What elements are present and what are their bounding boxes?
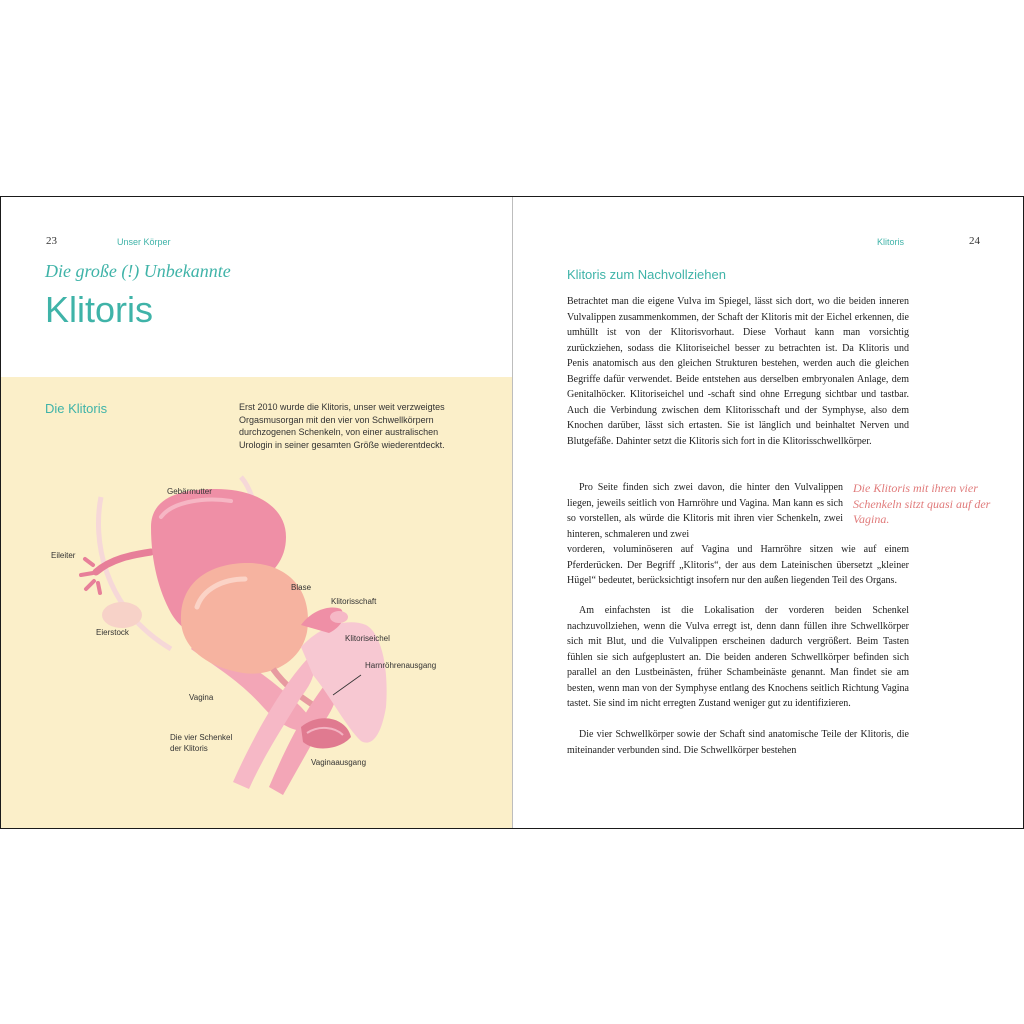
- label-vaginaausgang: Vaginaausgang: [311, 758, 367, 767]
- book-spread: [0, 196, 1024, 829]
- label-schenkel-line2: der Klitoris: [170, 744, 208, 753]
- label-klitorisschaft: Klitorisschaft: [331, 597, 377, 606]
- label-eileiter: Eileiter: [51, 551, 76, 560]
- page-number-left: 23: [46, 235, 57, 247]
- running-head-right: Klitoris: [877, 237, 905, 247]
- chapter-title: Klitoris: [45, 289, 154, 330]
- label-schenkel-line1: Die vier Schenkel: [170, 733, 233, 742]
- body-para-1: [567, 294, 909, 449]
- label-blase: Blase: [291, 583, 312, 592]
- body-para-3: [567, 603, 909, 712]
- illustration-panel: [1, 377, 512, 828]
- paragraph: Betrachtet man die eigene Vulva im Spiegel, lässt sich dort, wo die beiden inneren Vulvalippen zusammenkommen, der Schaft der Klitoris mit der Eichel erkennen, die umhüllt ist von der Klitorisvorhaut. Diese Vorhaut kann man vorsichtig zurückziehen, sodass die Klitoriseichel besser zu betrachten ist. Da Klitoris und Penis anatomisch aus den gleichen Strukturen bestehen, werden auch die gleichen Begriffe dafür verwendet. Beide entstehen aus derselben embryonalen Anlage, dem Genitalhöcker. Klitoriseichel und -schaft sind ohne Erregung sichtbar und tastbar. Auch die Verbindung zwischen dem Klitorisschaft und der Symphyse, also dem Knochen darüber, lässt sich ertasten. Sie ist länglich und beinhaltet Nerven und Blutgefäße. Dahinter setzt die Klitoris sich fort in die Klitorisschwellkörper.: [567, 296, 909, 447]
- paragraph: Am einfachsten ist die Lokalisation der vorderen beiden Schenkel nachzuvollziehen, wenn die Vulva erregt ist, denn dann füllen ihre Schwellkörper sich mit Blut, und die Vulvalippen erscheinen dadurch vergrößert. Beim Tasten fühlen sie sich aufgeplustert an. Die beiden anderen Schwellkörper befinden sich parallel an den Lustbeinästen, früher Schambeinäste genannt. Man findet sie am besten, wenn man von der Symphyse entlang des Knochens seitlich Richtung Vagina tastet. Sie sind im nicht erregten Zustand weniger gut zu identifizieren.: [567, 605, 909, 709]
- paragraph: Die vier Schwellkörper sowie der Schaft sind anatomische Teile der Klitoris, die miteinander verbunden sind. Die Schwellkörper bestehen: [567, 729, 909, 756]
- label-gebaermutter: Gebärmutter: [167, 487, 212, 496]
- running-head-left: Unser Körper: [117, 237, 171, 247]
- body-para-4: [567, 727, 909, 758]
- body-para-2a: [567, 480, 843, 542]
- body-para-2b: [567, 542, 909, 589]
- label-klitoriseichel: Klitoriseichel: [345, 634, 390, 643]
- page-number-right: 24: [969, 235, 980, 247]
- label-harnroehrenausgang: Harnröhrenausgang: [365, 661, 437, 670]
- label-eierstock: Eierstock: [96, 628, 129, 637]
- anatomy-illustration: [1, 377, 512, 828]
- label-vagina: Vagina: [189, 693, 214, 702]
- gutter-line: [512, 197, 513, 828]
- paragraph: Pro Seite finden sich zwei davon, die hinter den Vulvalippen liegen, jeweils seitlich von Harnröhre und Vagina. Man kann es sich so vorstellen, als würde die Klitoris mit ihren vier Schenkeln, zwei hinteren, schmaleren und zwei: [567, 482, 843, 540]
- chapter-kicker: Die große (!) Unbekannte: [45, 261, 231, 281]
- panel-intro-text: Erst 2010 wurde die Klitoris, unser weit verzweigtes Orgasmusorgan mit den vier von Schwellkörpern durchzogenen Schenkeln, von einer australischen Urologin in seiner gesamten Größe wiederentdeckt.: [239, 402, 445, 450]
- paragraph: vorderen, voluminöseren auf Vagina und Harnröhre sitzen wie auf einem Pferderücken. Der Begriff „Klitoris“, der aus dem Lateinischen übersetzt „kleiner Hügel“ bedeutet, berücksichtigt insofern nur den außen liegenden Teil des Organs.: [567, 544, 909, 586]
- pull-quote: Die Klitoris mit ihren vier Schenkeln sitzt quasi auf der Vagina.: [853, 481, 991, 526]
- panel-heading: Die Klitoris: [45, 401, 108, 416]
- section-heading: Klitoris zum Nachvollziehen: [567, 267, 726, 282]
